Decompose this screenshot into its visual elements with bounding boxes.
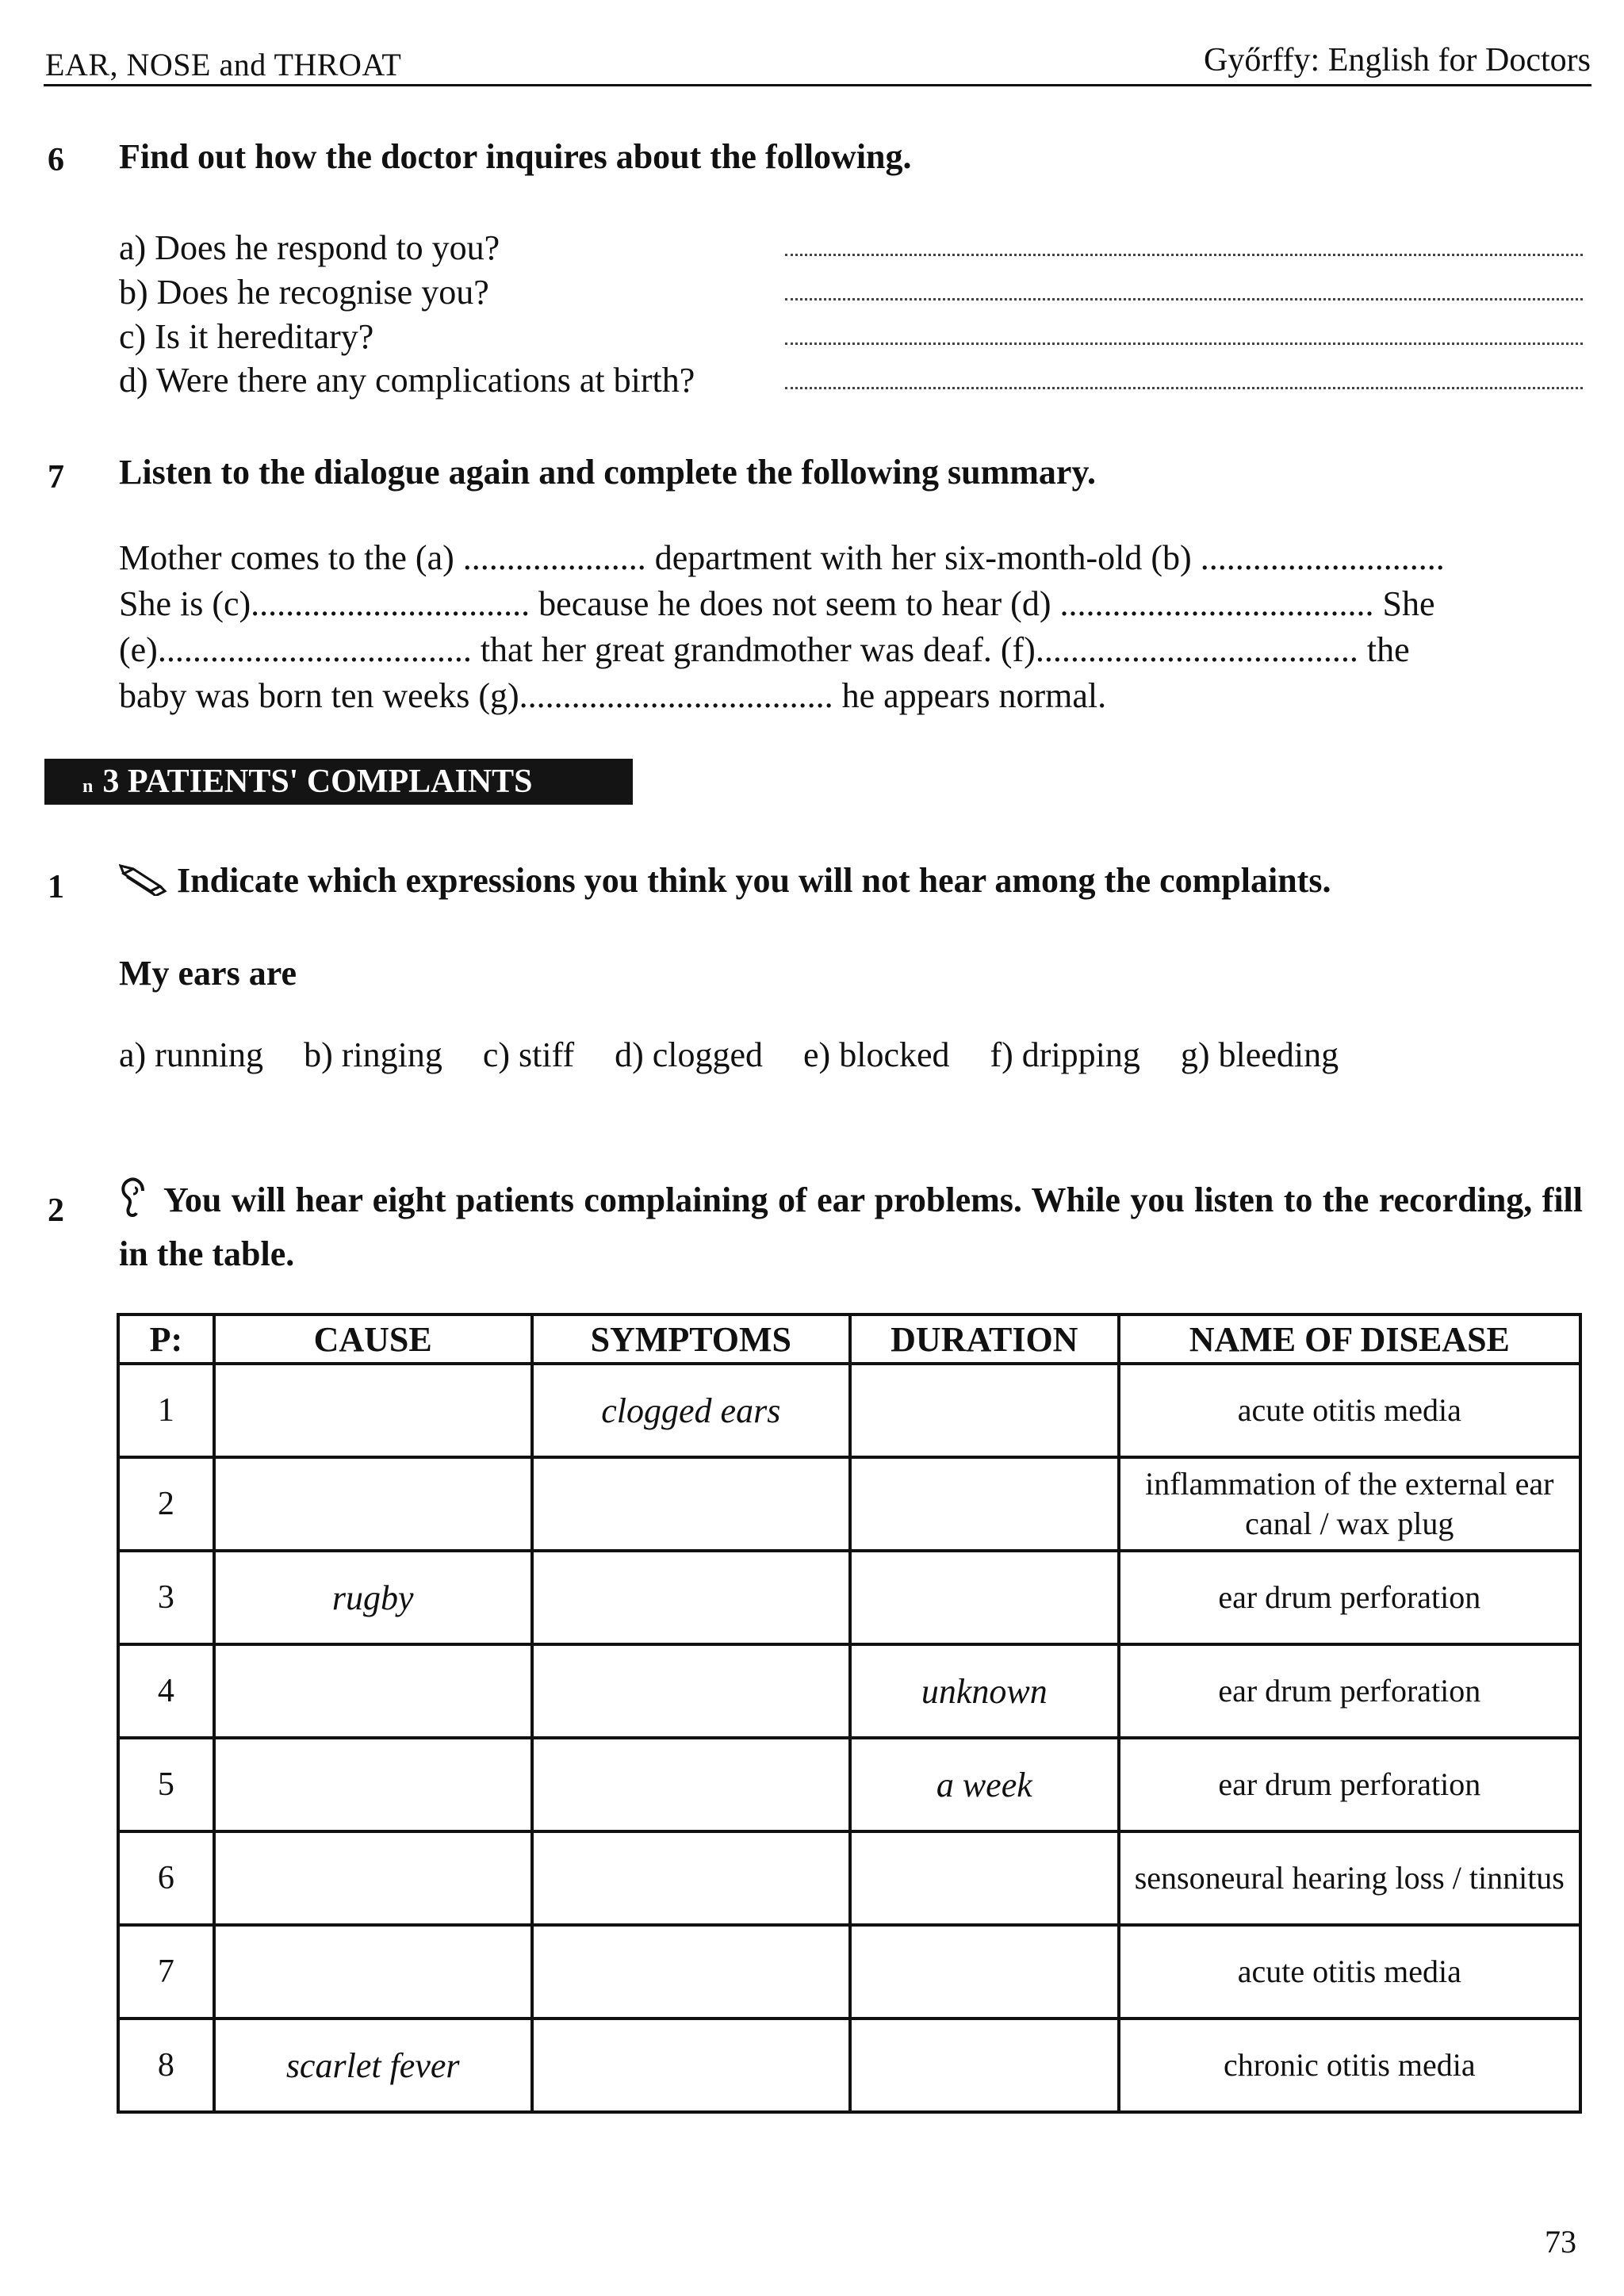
- question-d: d) Were there any complications at birth?: [119, 361, 695, 400]
- section-title: 3 PATIENTS' COMPLAINTS: [102, 763, 533, 800]
- cell-cause[interactable]: [214, 1644, 532, 1738]
- option-b[interactable]: b) ringing: [304, 1035, 442, 1074]
- exercise-2-number: 2: [48, 1192, 64, 1229]
- table-header-row: [118, 1314, 1580, 1364]
- cell-disease: sensoneural hearing loss / tinnitus: [1119, 1831, 1580, 1925]
- cell-cause[interactable]: rugby: [214, 1551, 532, 1644]
- cell-symptoms[interactable]: [532, 1644, 850, 1738]
- answer-line-d[interactable]: [785, 387, 1583, 389]
- summary-line-2: She is (c)................................ because he does not seem to hear (d) .................................... She: [119, 584, 1435, 623]
- exercise-1-number: 1: [48, 869, 64, 905]
- cell-disease: acute otitis media: [1119, 1925, 1580, 2019]
- table-row: [118, 1925, 1580, 2019]
- cell-disease: ear drum perforation: [1119, 1644, 1580, 1738]
- answer-line-b[interactable]: [785, 298, 1583, 300]
- cell-symptoms[interactable]: [532, 1925, 850, 2019]
- options-list: [119, 1035, 1370, 1075]
- table-row: [118, 1644, 1580, 1738]
- summary-line-1: Mother comes to the (a) ..................... department with her six-month-old (b) ............................: [119, 538, 1445, 577]
- header-rule: [44, 84, 1591, 86]
- question-b: b) Does he recognise you?: [119, 273, 489, 312]
- complaints-table: [117, 1313, 1582, 2114]
- cell-duration[interactable]: a week: [850, 1738, 1119, 1831]
- cell-duration[interactable]: [850, 2019, 1119, 2112]
- col-header-symptoms: SYMPTOMS: [532, 1314, 850, 1364]
- cell-duration[interactable]: [850, 1925, 1119, 2019]
- cell-patient: 4: [118, 1644, 214, 1738]
- section-marker: n: [82, 776, 94, 797]
- running-header-left: EAR, NOSE and THROAT: [45, 47, 402, 82]
- summary-line-4: baby was born ten weeks (g).................................... he appears normal.: [119, 676, 1107, 715]
- cell-symptoms[interactable]: [532, 1551, 850, 1644]
- exercise-2-heading: [119, 1177, 1583, 1278]
- answer-line-a[interactable]: [785, 254, 1583, 256]
- question-a: a) Does he respond to you?: [119, 228, 500, 267]
- cell-symptoms[interactable]: [532, 1738, 850, 1831]
- table-row: [118, 2019, 1580, 2112]
- table-row: [118, 1738, 1580, 1831]
- exercise-1-title: Indicate which expressions you think you will not hear among the complaints.: [177, 861, 1331, 900]
- cell-symptoms[interactable]: [532, 1831, 850, 1925]
- cell-duration[interactable]: [850, 1831, 1119, 1925]
- cell-disease: inflammation of the external ear canal / wax plug: [1119, 1457, 1580, 1551]
- summary-paragraph: [119, 535, 1586, 719]
- exercise-7-number: 7: [48, 459, 64, 496]
- cell-patient: 5: [118, 1738, 214, 1831]
- col-header-cause: CAUSE: [214, 1314, 532, 1364]
- ear-icon: [119, 1177, 149, 1230]
- col-header-duration: DURATION: [850, 1314, 1119, 1364]
- col-header-disease: NAME OF DISEASE: [1119, 1314, 1580, 1364]
- cell-cause[interactable]: [214, 1738, 532, 1831]
- col-header-p: P:: [118, 1314, 214, 1364]
- option-a[interactable]: a) running: [119, 1035, 264, 1074]
- table-row: [118, 1457, 1580, 1551]
- cell-symptoms[interactable]: [532, 2019, 850, 2112]
- answer-line-c[interactable]: [785, 342, 1583, 345]
- option-f[interactable]: f) dripping: [990, 1035, 1140, 1074]
- cell-cause[interactable]: [214, 1457, 532, 1551]
- cell-disease: ear drum perforation: [1119, 1551, 1580, 1644]
- cell-symptoms[interactable]: clogged ears: [532, 1364, 850, 1457]
- pencil-icon: [119, 863, 168, 905]
- cell-patient: 3: [118, 1551, 214, 1644]
- question-c: c) Is it hereditary?: [119, 317, 374, 356]
- cell-disease: ear drum perforation: [1119, 1738, 1580, 1831]
- cell-disease: acute otitis media: [1119, 1364, 1580, 1457]
- cell-duration[interactable]: [850, 1551, 1119, 1644]
- exercise-6-title: Find out how the doctor inquires about the following.: [119, 137, 912, 176]
- cell-patient: 2: [118, 1457, 214, 1551]
- exercise-6-number: 6: [48, 142, 64, 178]
- cell-disease: chronic otitis media: [1119, 2019, 1580, 2112]
- cell-duration[interactable]: [850, 1457, 1119, 1551]
- cell-patient: 7: [118, 1925, 214, 2019]
- cell-cause[interactable]: [214, 1831, 532, 1925]
- cell-patient: 1: [118, 1364, 214, 1457]
- section-heading: [44, 759, 633, 805]
- table-row: [118, 1831, 1580, 1925]
- cell-cause[interactable]: scarlet fever: [214, 2019, 532, 2112]
- running-header-right: Győrffy: English for Doctors: [1204, 42, 1591, 78]
- exercise-7-title: Listen to the dialogue again and complete the following summary.: [119, 453, 1097, 492]
- cell-cause[interactable]: [214, 1925, 532, 2019]
- cell-patient: 8: [118, 2019, 214, 2112]
- exercise-2-title: You will hear eight patients complaining of ear problems. While you listen to the recording, fill in the table.: [119, 1181, 1583, 1273]
- cell-symptoms[interactable]: [532, 1457, 850, 1551]
- exercise-1-subtitle: My ears are: [119, 954, 297, 993]
- exercise-1-heading: [119, 860, 1331, 905]
- cell-cause[interactable]: [214, 1364, 532, 1457]
- table-row: [118, 1364, 1580, 1457]
- option-d[interactable]: d) clogged: [615, 1035, 764, 1074]
- page-number: 73: [1545, 2224, 1576, 2260]
- cell-patient: 6: [118, 1831, 214, 1925]
- cell-duration[interactable]: [850, 1364, 1119, 1457]
- option-g[interactable]: g) bleeding: [1180, 1035, 1339, 1074]
- option-c[interactable]: c) stiff: [482, 1035, 575, 1074]
- summary-line-3: (e).................................... that her great grandmother was deaf. (f)..................................... the: [119, 630, 1410, 669]
- cell-duration[interactable]: unknown: [850, 1644, 1119, 1738]
- table-row: [118, 1551, 1580, 1644]
- option-e[interactable]: e) blocked: [803, 1035, 950, 1074]
